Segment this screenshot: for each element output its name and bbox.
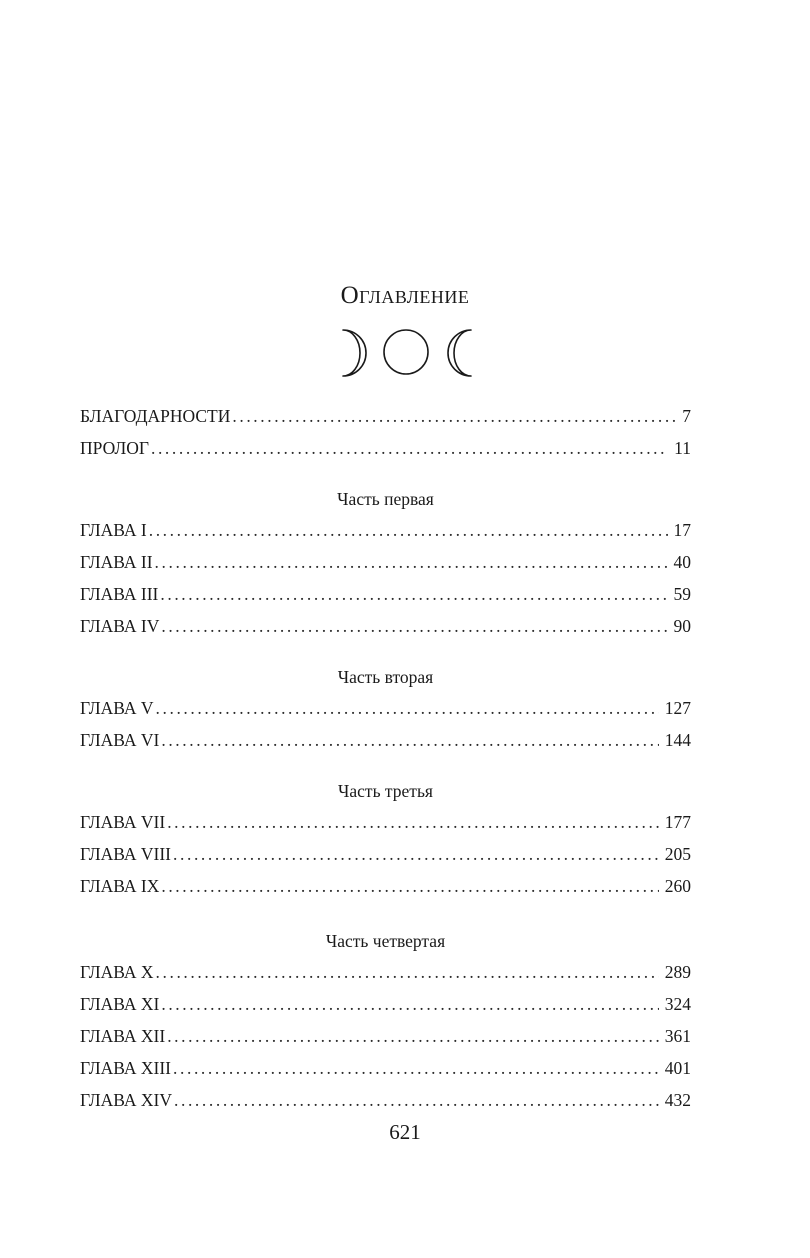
part-heading: Часть вторая (337, 667, 434, 687)
toc-entry-chapter (80, 1084, 691, 1116)
dot-leader (151, 432, 668, 464)
toc-entry-chapter (80, 956, 691, 988)
dot-leader (156, 956, 659, 988)
toc-entry-chapter (80, 838, 691, 870)
toc-entry-title: ГЛАВА XIII (80, 1058, 172, 1078)
toc-entry-page: 361 (664, 1026, 691, 1046)
toc-entry-title: ГЛАВА II (80, 552, 153, 572)
toc-entry-page: 144 (664, 730, 691, 750)
toc-entry-title: ГЛАВА I (80, 520, 147, 540)
dot-leader (161, 610, 667, 642)
full-moon-icon (384, 330, 428, 374)
toc-entry-chapter (80, 1052, 691, 1084)
toc-entry-page: 260 (664, 876, 691, 896)
dot-leader (232, 400, 676, 432)
toc-entry-page: 127 (664, 698, 691, 718)
toc-entry-title: ПРОЛОГ (80, 438, 149, 458)
toc-entry-page: 289 (664, 962, 691, 982)
toc-entry-chapter (80, 514, 691, 546)
toc-entry-page: 11 (674, 438, 691, 458)
toc-entry-prologue (80, 432, 691, 464)
dot-leader (149, 514, 668, 546)
dot-leader (174, 1084, 659, 1116)
toc-entry-title: ГЛАВА III (80, 584, 159, 604)
toc-entry-page: 17 (673, 520, 691, 540)
toc-entry-title: ГЛАВА VIII (80, 844, 172, 864)
waxing-crescent-icon (343, 330, 366, 376)
toc-entry-acknowledgements (80, 400, 691, 432)
toc-entry-page: 401 (664, 1058, 691, 1078)
toc-entry-page: 59 (673, 584, 691, 604)
toc-entry-chapter (80, 1020, 691, 1052)
page-number: 621 (389, 1120, 421, 1144)
toc-entry-title: ГЛАВА VI (80, 730, 160, 750)
toc-entry-title: БЛАГОДАРНОСТИ (80, 406, 231, 426)
toc-entry-chapter (80, 988, 691, 1020)
toc-entry-title: ГЛАВА X (80, 962, 154, 982)
toc-entry-title: ГЛАВА IX (80, 876, 160, 896)
toc-entry-title: ГЛАВА XIV (80, 1090, 172, 1110)
moon-phases-ornament (325, 324, 485, 380)
dot-leader (161, 870, 658, 902)
dot-leader (155, 546, 668, 578)
toc-entry-chapter (80, 610, 691, 642)
page-title: Оглавление (340, 282, 470, 309)
toc-entry-title: ГЛАВА VII (80, 812, 166, 832)
part-heading: Часть первая (337, 489, 434, 509)
dot-leader (167, 1020, 659, 1052)
moon-ornament (0, 324, 810, 380)
toc-entry-title: ГЛАВА V (80, 698, 154, 718)
toc-entry-page: 324 (664, 994, 691, 1014)
toc-entry-title: ГЛАВА XI (80, 994, 160, 1014)
part-heading: Часть третья (338, 781, 433, 801)
toc-entry-chapter (80, 870, 691, 902)
toc-entry-title: ГЛАВА IV (80, 616, 160, 636)
part-heading: Часть четвертая (325, 931, 446, 951)
toc-entry-page: 40 (673, 552, 691, 572)
toc-entry-page: 177 (664, 812, 691, 832)
table-of-contents (80, 400, 691, 1116)
dot-leader (160, 578, 667, 610)
toc-entry-chapter (80, 806, 691, 838)
toc-entry-chapter (80, 578, 691, 610)
toc-entry-chapter (80, 724, 691, 756)
toc-entry-page: 7 (682, 406, 691, 426)
toc-entry-page: 432 (664, 1090, 691, 1110)
toc-entry-chapter (80, 546, 691, 578)
waning-crescent-icon (448, 330, 471, 376)
dot-leader (173, 838, 659, 870)
toc-entry-page: 90 (673, 616, 691, 636)
toc-entry-page: 205 (664, 844, 691, 864)
dot-leader (167, 806, 659, 838)
toc-entry-title: ГЛАВА XII (80, 1026, 166, 1046)
dot-leader (161, 724, 658, 756)
toc-entry-chapter (80, 692, 691, 724)
dot-leader (156, 692, 659, 724)
dot-leader (173, 1052, 659, 1084)
dot-leader (161, 988, 658, 1020)
